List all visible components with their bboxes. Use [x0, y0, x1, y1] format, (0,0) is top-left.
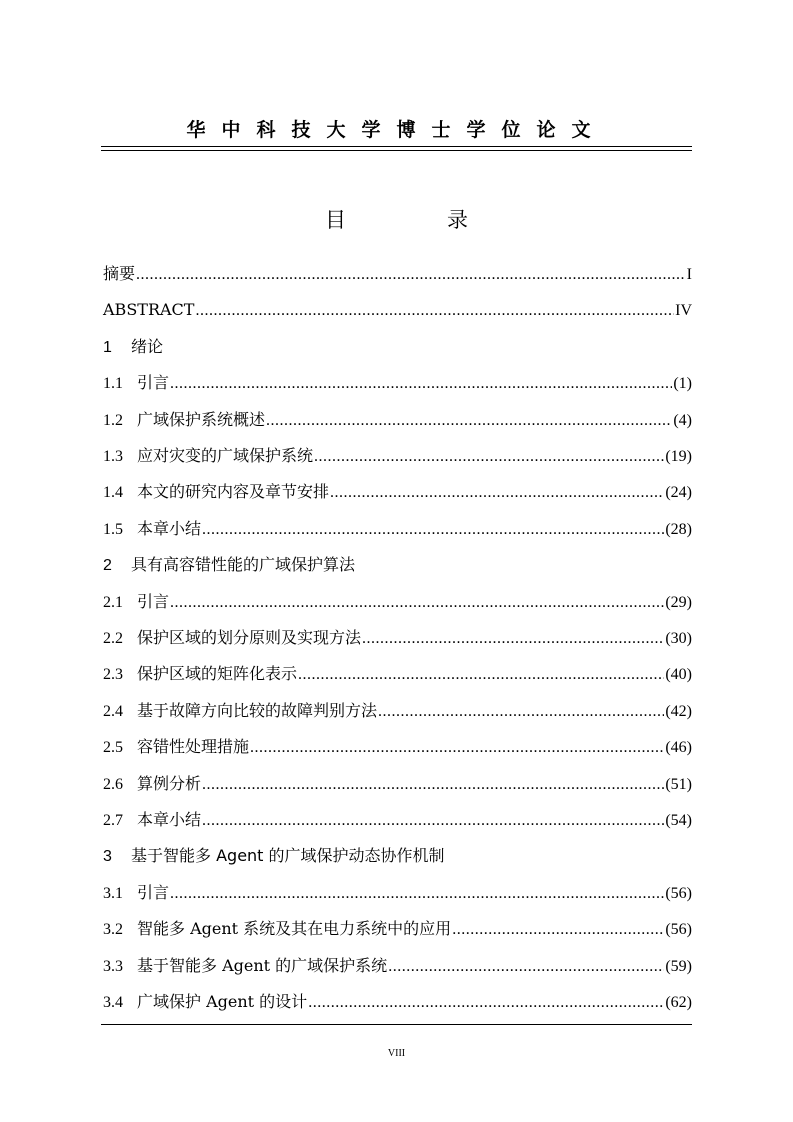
- toc-page-number: (28): [665, 520, 692, 538]
- toc-entry-number: 2.7: [103, 812, 123, 829]
- toc-leader-dots: [378, 700, 664, 724]
- header-rule-thin: [101, 150, 692, 151]
- toc-entry-text: 摘要: [103, 264, 136, 283]
- toc-entry-number: 3.1: [103, 884, 123, 902]
- page-title: 目 录: [325, 208, 508, 232]
- toc-page-number: I: [686, 266, 692, 283]
- toc-entry[interactable]: [103, 590, 692, 614]
- toc-entry-text: 保护区域的矩阵化表示: [137, 664, 298, 684]
- toc-entry[interactable]: [103, 480, 692, 504]
- toc-entry-number: 2: [103, 557, 112, 575]
- toc-leader-dots: [170, 372, 672, 396]
- university-header: 华中科技大学博士学位论文: [186, 119, 607, 141]
- toc-entry-text: 引言: [137, 591, 170, 611]
- toc-chapter-heading[interactable]: [103, 335, 692, 359]
- toc-entry-number: 1: [103, 338, 112, 356]
- toc-entry-text: 基于智能多 Agent 的广域保护系统: [137, 955, 388, 975]
- toc-entry[interactable]: [103, 808, 692, 832]
- toc-entry-number: 1.1: [103, 375, 123, 393]
- toc-leader-dots: [314, 445, 664, 469]
- toc-page-number: (59): [665, 957, 692, 975]
- toc-leader-dots: [170, 882, 664, 906]
- toc-entry[interactable]: [103, 444, 692, 468]
- toc-chapter-heading[interactable]: [103, 553, 692, 577]
- toc-entry-label: [103, 371, 169, 396]
- toc-entry[interactable]: [103, 626, 692, 650]
- toc-entry-label: [103, 590, 169, 615]
- header-rule-thick: [101, 146, 692, 147]
- toc-leader-dots: [202, 809, 664, 833]
- toc-page-number: (54): [665, 812, 692, 829]
- toc-entry-number: 2.5: [103, 739, 123, 757]
- toc-entry-number: 2.6: [103, 775, 123, 793]
- toc-leader-dots: [298, 663, 664, 687]
- toc-entry[interactable]: [103, 662, 692, 686]
- toc-entry-label: [103, 735, 249, 760]
- toc-entry-label: [103, 699, 377, 724]
- toc-entry-text: 广域保护 Agent 的设计: [137, 992, 308, 1011]
- toc-page-number: (42): [665, 702, 692, 720]
- toc-entry-label: [103, 881, 169, 906]
- toc-entry-number: 3.2: [103, 921, 123, 939]
- toc-entry-label: [103, 480, 329, 505]
- toc-leader-dots: [170, 591, 664, 615]
- toc-page-number: (29): [665, 593, 692, 611]
- toc-entry-text: 保护区域的划分原则及实现方法: [137, 628, 362, 647]
- toc-entry-label: [103, 844, 445, 869]
- toc-entry[interactable]: [103, 990, 692, 1014]
- toc-entry-text: 本章小结: [137, 518, 202, 538]
- toc-entry-text: 本章小结: [137, 810, 202, 829]
- toc-entry-label: [103, 335, 163, 360]
- toc-entry-number: 1.4: [103, 484, 123, 502]
- toc-entry[interactable]: [103, 298, 692, 322]
- toc-entry-label: [103, 772, 201, 797]
- toc-entry-number: 2.4: [103, 702, 123, 720]
- toc-entry[interactable]: [103, 735, 692, 759]
- toc-entry-text: 应对灾变的广域保护系统: [137, 446, 314, 465]
- toc-entry-text: 基于故障方向比较的故障判别方法: [137, 700, 378, 720]
- toc-leader-dots: [452, 918, 664, 942]
- toc-entry-number: 3.3: [103, 957, 123, 975]
- toc-page-number: (56): [665, 884, 692, 902]
- toc-entry-label: [103, 444, 313, 469]
- toc-page-number: (24): [665, 484, 692, 502]
- toc-page-number: (19): [665, 448, 692, 465]
- toc-chapter-heading[interactable]: [103, 844, 692, 868]
- toc-page-number: IV: [675, 302, 692, 320]
- toc-entry-text: 智能多 Agent 系统及其在电力系统中的应用: [137, 919, 452, 939]
- toc-page-number: (62): [665, 994, 692, 1011]
- toc-entry-number: 1.2: [103, 411, 123, 429]
- toc-entry[interactable]: [103, 699, 692, 723]
- toc-leader-dots: [195, 299, 674, 323]
- toc-entry-number: 2.3: [103, 666, 123, 684]
- toc-entry-text: ABSTRACT: [103, 300, 195, 320]
- toc-entry-number: 3: [103, 848, 112, 866]
- page-number: VIII: [387, 1048, 406, 1059]
- toc-page-number: (46): [665, 739, 692, 757]
- toc-entry-text: 绪论: [131, 336, 164, 356]
- toc-leader-dots: [202, 773, 664, 797]
- toc-page-number: (4): [673, 411, 692, 429]
- toc-entry[interactable]: [103, 881, 692, 905]
- toc-entry[interactable]: [103, 917, 692, 941]
- toc-entry-text: 算例分析: [137, 773, 202, 793]
- toc-entry[interactable]: [103, 517, 692, 541]
- toc-entry[interactable]: [103, 772, 692, 796]
- toc-entry-text: 引言: [137, 882, 170, 902]
- toc-leader-dots: [308, 991, 664, 1015]
- toc-entry-text: 本文的研究内容及章节安排: [137, 482, 330, 502]
- toc-entry-label: [103, 626, 361, 651]
- toc-entry-label: [103, 808, 201, 833]
- toc-entry-text: 容错性处理措施: [137, 737, 250, 757]
- toc-entry-number: 3.4: [103, 994, 123, 1011]
- toc-entry-label: [103, 298, 194, 322]
- toc-leader-dots: [362, 627, 664, 651]
- toc-entry-label: [103, 408, 265, 433]
- toc-entry-label: [103, 917, 451, 942]
- toc-entry-label: [103, 662, 297, 687]
- toc-entry-label: [103, 990, 307, 1015]
- toc-entry-text: 基于智能多 Agent 的广域保护动态协作机制: [131, 846, 445, 866]
- toc-page-number: (56): [665, 921, 692, 939]
- toc-page-number: (30): [665, 630, 692, 647]
- toc-leader-dots: [330, 481, 664, 505]
- toc-page-number: (1): [673, 375, 692, 393]
- toc-entry-number: 1.3: [103, 448, 123, 465]
- toc-entry[interactable]: [103, 954, 692, 978]
- toc-leader-dots: [136, 263, 686, 287]
- toc-entry-text: 引言: [137, 373, 170, 393]
- toc-entry[interactable]: [103, 371, 692, 395]
- toc-entry-text: 具有高容错性能的广域保护算法: [131, 555, 356, 575]
- toc-leader-dots: [202, 518, 664, 542]
- toc-entry-label: [103, 517, 201, 542]
- toc-entry-number: 2.1: [103, 593, 123, 611]
- toc-entry-number: 2.2: [103, 630, 123, 647]
- toc-leader-dots: [250, 736, 664, 760]
- toc-entry-text: 广域保护系统概述: [137, 409, 266, 429]
- toc-leader-dots: [266, 409, 672, 433]
- toc-entry[interactable]: [103, 408, 692, 432]
- toc-entry-number: 1.5: [103, 520, 123, 538]
- toc-page-number: (51): [665, 775, 692, 793]
- footer-rule: [101, 1024, 692, 1025]
- toc-entry-label: [103, 954, 387, 979]
- toc-entry-label: [103, 553, 355, 578]
- toc-entry-label: [103, 262, 135, 286]
- toc-entry[interactable]: [103, 262, 692, 286]
- toc-page-number: (40): [665, 666, 692, 684]
- toc-leader-dots: [388, 955, 664, 979]
